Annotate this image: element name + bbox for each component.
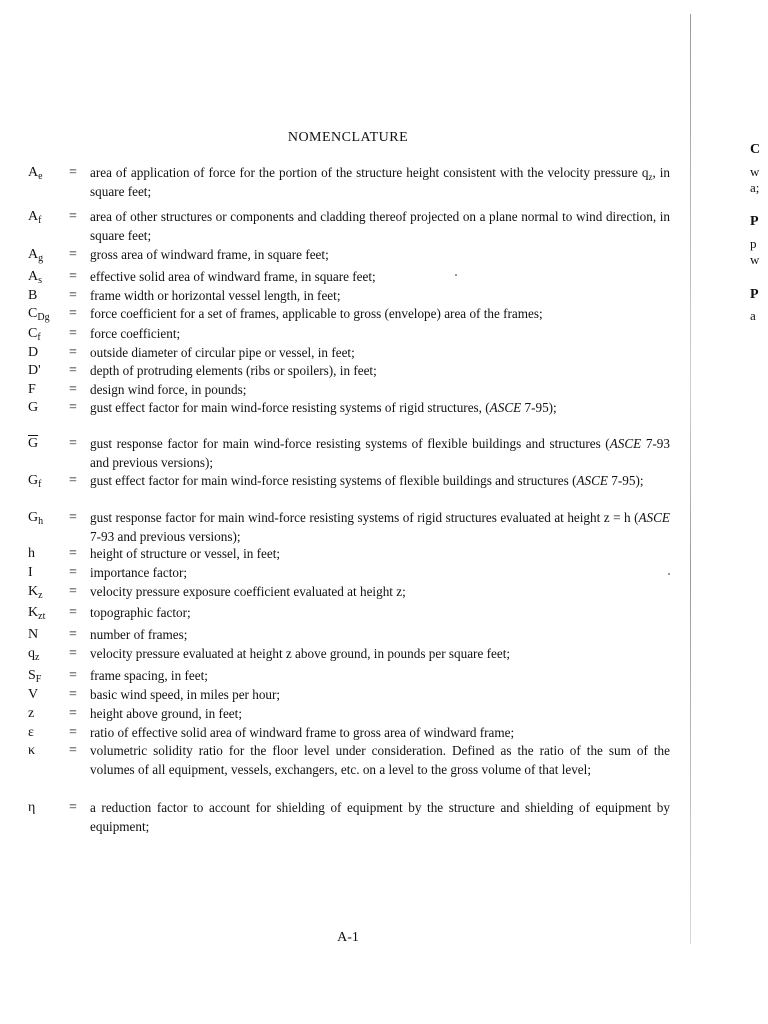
- entry-equals: =: [69, 627, 77, 642]
- entry-symbol: $q_z$: [28, 646, 40, 663]
- entry-equals: =: [69, 725, 77, 740]
- entry-symbol: η: [28, 800, 36, 815]
- entry-symbol: D': [28, 363, 41, 378]
- entry-equals: =: [69, 646, 77, 661]
- entry-symbol: $A_f$: [28, 209, 42, 226]
- entry-definition: gust response factor for main wind-force resisting systems of flexible buildings and structures (ASCE 7-93 and previous versions);: [90, 436, 670, 470]
- entry-symbol: $A_s$: [28, 269, 43, 286]
- entry-symbol: B: [28, 288, 38, 303]
- entry-equals: =: [69, 800, 77, 815]
- entry-definition: gross area of windward frame, in square feet;: [90, 247, 329, 262]
- entry-symbol: V: [28, 687, 39, 702]
- entry-equals: =: [69, 565, 77, 580]
- entry-equals: =: [69, 605, 77, 620]
- entry-symbol: $A_g$: [28, 247, 44, 264]
- entry-equals: =: [69, 363, 77, 378]
- entry-definition: topographic factor;: [90, 605, 191, 620]
- entry-symbol: h: [28, 546, 35, 561]
- entry-definition: ratio of effective solid area of windward frame to gross area of windward frame;: [90, 725, 515, 740]
- entry-definition: area of other structures or components and cladding thereof projected on a plane normal to wind direction, in square feet;: [90, 209, 670, 243]
- entry-definition: velocity pressure evaluated at height z above ground, in pounds per square feet;: [90, 646, 511, 661]
- scan-speck: [668, 573, 670, 575]
- entry-definition: height of structure or vessel, in feet;: [90, 546, 281, 561]
- adjacent-page-text: P: [750, 214, 759, 229]
- adjacent-page-text: w: [750, 164, 760, 179]
- entry-symbol: F: [28, 382, 36, 397]
- entry-symbol: $G_f$: [28, 473, 42, 490]
- entry-symbol: $A_e$: [28, 165, 43, 182]
- entry-symbol: $C_f$: [28, 326, 41, 343]
- entry-symbol: $K_{zt}$: [28, 605, 46, 622]
- entry-definition: a reduction factor to account for shielding of equipment by the structure and shielding of equipment by equipment;: [90, 800, 670, 834]
- entry-symbol: κ: [28, 743, 36, 758]
- scan-speck: [455, 274, 457, 276]
- adjacent-page-text: P: [750, 287, 759, 302]
- entry-definition: gust response factor for main wind-force resisting systems of rigid structures evaluated at height z = h (ASCE 7-93 and previous versions);: [90, 510, 670, 544]
- entry-equals: =: [69, 382, 77, 397]
- entry-symbol: D: [28, 345, 39, 360]
- entry-symbol: ε: [28, 725, 34, 740]
- adjacent-page-text: a: [750, 308, 756, 323]
- entry-definition: frame spacing, in feet;: [90, 668, 208, 683]
- entry-equals: =: [69, 436, 77, 451]
- entry-definition: number of frames;: [90, 627, 188, 642]
- entry-equals: =: [69, 269, 77, 284]
- entry-equals: =: [69, 473, 77, 488]
- entry-equals: =: [69, 165, 77, 180]
- entry-equals: =: [69, 247, 77, 262]
- entry-definition: force coefficient;: [90, 326, 181, 341]
- entry-symbol: $K_z$: [28, 584, 43, 601]
- entry-equals: =: [69, 584, 77, 599]
- page-number: A-1: [337, 930, 359, 945]
- entry-symbol: $C_{Dg}$: [28, 306, 50, 323]
- entry-equals: =: [69, 546, 77, 561]
- entry-equals: =: [69, 668, 77, 683]
- adjacent-page-text: C: [750, 142, 761, 157]
- entry-symbol: $G_h$: [28, 510, 44, 527]
- page-title: NOMENCLATURE: [287, 130, 409, 145]
- entry-definition: gust effect factor for main wind-force resisting systems of flexible buildings and structures (ASCE 7-95);: [90, 473, 644, 488]
- entry-definition: area of application of force for the portion of the structure height consistent with the velocity pressure $q_z$, in square feet;: [90, 165, 670, 199]
- entry-equals: =: [69, 510, 77, 525]
- entry-definition: depth of protruding elements (ribs or spoilers), in feet;: [90, 363, 377, 378]
- entry-definition: importance factor;: [90, 565, 188, 580]
- adjacent-page-fragment: [750, 0, 768, 1024]
- entry-definition: effective solid area of windward frame, in square feet;: [90, 269, 376, 284]
- entry-symbol: I: [28, 565, 33, 580]
- adjacent-page-text: p: [750, 236, 757, 251]
- entry-symbol: G: [28, 400, 39, 415]
- entry-equals: =: [69, 209, 77, 224]
- adjacent-page-text: w: [750, 252, 760, 267]
- entry-symbol: z: [28, 706, 35, 721]
- entry-symbol: N: [28, 627, 39, 642]
- entry-definition: outside diameter of circular pipe or vessel, in feet;: [90, 345, 355, 360]
- entry-equals: =: [69, 743, 77, 758]
- entry-definition: height above ground, in feet;: [90, 706, 242, 721]
- entry-equals: =: [69, 706, 77, 721]
- entry-definition: gust effect factor for main wind-force resisting systems of rigid structures, (ASCE 7-95);: [90, 400, 557, 415]
- entry-definition: force coefficient for a set of frames, applicable to gross (envelope) area of the frames;: [90, 306, 543, 321]
- entry-symbol: $\overline{G}$: [28, 436, 39, 451]
- entry-equals: =: [69, 306, 77, 321]
- entry-equals: =: [69, 345, 77, 360]
- entry-definition: volumetric solidity ratio for the floor level under consideration. Defined as the ratio of the sum of the volumes of all equipment, vessels, exchangers, etc. on a level to the gross volume of that level;: [90, 743, 670, 777]
- entry-equals: =: [69, 687, 77, 702]
- entry-equals: =: [69, 288, 77, 303]
- page-edge-line: [690, 14, 691, 944]
- entry-definition: velocity pressure exposure coefficient evaluated at height z;: [90, 584, 406, 599]
- entry-symbol: $S_F$: [28, 668, 42, 685]
- entry-definition: design wind force, in pounds;: [90, 382, 247, 397]
- adjacent-page-text: a;: [750, 180, 760, 195]
- entry-definition: basic wind speed, in miles per hour;: [90, 687, 281, 702]
- entry-definition: frame width or horizontal vessel length, in feet;: [90, 288, 341, 303]
- entry-equals: =: [69, 326, 77, 341]
- entry-equals: =: [69, 400, 77, 415]
